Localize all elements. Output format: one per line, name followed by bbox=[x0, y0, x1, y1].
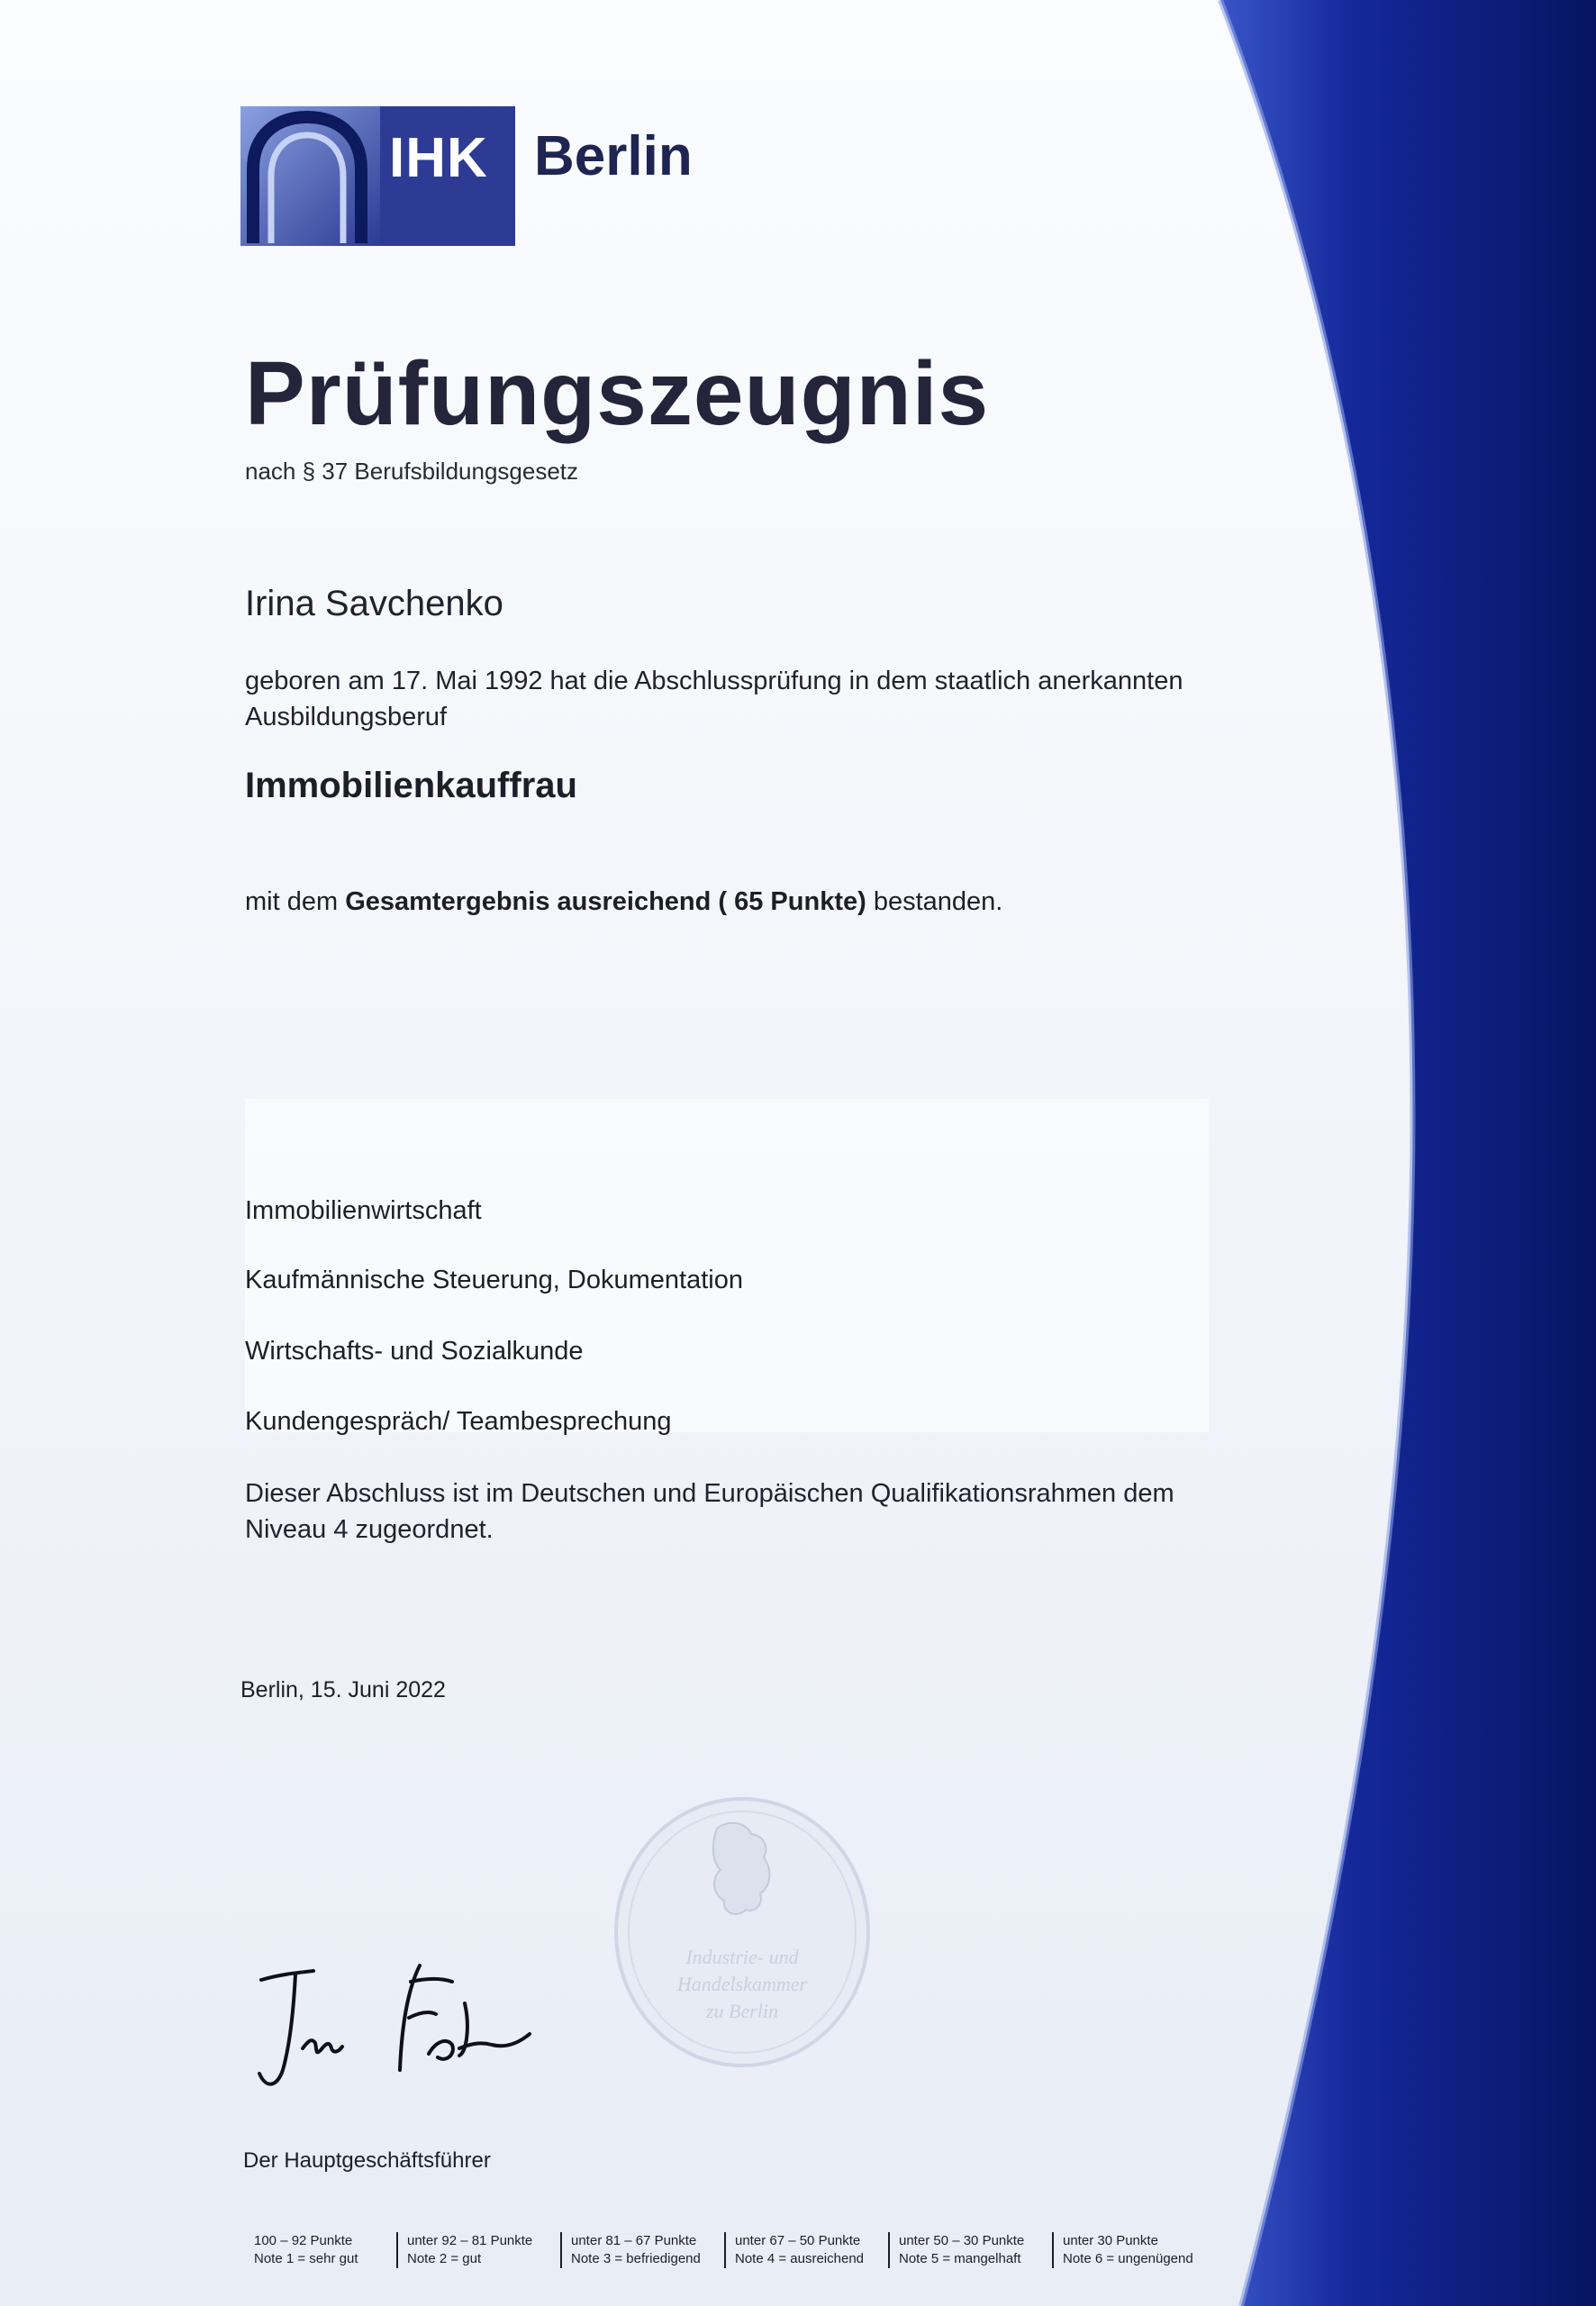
qualification-statement bbox=[245, 1475, 1174, 1548]
ihk-logo bbox=[240, 106, 515, 246]
scale-range: unter 67 – 50 Punkte bbox=[735, 2233, 861, 2248]
signer-title: Der Hauptgeschäftsführer bbox=[243, 2148, 491, 2173]
place-date: Berlin, 15. Juni 2022 bbox=[240, 1677, 446, 1702]
grading-scale-item bbox=[560, 2232, 701, 2268]
grading-scale-item bbox=[1052, 2232, 1193, 2268]
result-statement bbox=[245, 887, 1002, 917]
subject-item: Wirtschafts- und Sozialkunde bbox=[245, 1337, 584, 1366]
logo-ihk-text: IHK bbox=[389, 127, 488, 189]
document-title: Prüfungszeugnis bbox=[245, 343, 990, 444]
intro-line-2: Ausbildungsberuf bbox=[245, 703, 448, 731]
seal-text-line-2: Handelskammer bbox=[676, 1973, 808, 1995]
profession-title: Immobilienkauffrau bbox=[245, 766, 577, 805]
intro-line-1: geboren am 17. Mai 1992 hat die Abschlussprüfung in dem staatlich anerkannten bbox=[245, 667, 1183, 695]
ihk-arch-icon bbox=[240, 106, 380, 246]
seal-text-line-1: Industrie- und bbox=[685, 1946, 799, 1968]
scale-grade: Note 4 = ausreichend bbox=[735, 2251, 865, 2266]
seal-text-line-3: zu Berlin bbox=[705, 2000, 779, 2022]
result-label: Gesamtergebnis ausreichend ( 65 Punkte) bbox=[345, 887, 866, 916]
qualification-line-1: Dieser Abschluss ist im Deutschen und Europäischen Qualifikationsrahmen dem bbox=[245, 1479, 1174, 1508]
scale-range: unter 81 – 67 Punkte bbox=[571, 2233, 697, 2248]
recipient-name: Irina Savchenko bbox=[245, 584, 503, 623]
scale-range: 100 – 92 Punkte bbox=[254, 2233, 353, 2248]
grading-scale-item bbox=[888, 2232, 1024, 2268]
subject-item: Kundengespräch/ Teambesprechung bbox=[245, 1407, 672, 1436]
grading-scale-item bbox=[396, 2232, 532, 2268]
scale-grade: Note 6 = ungenügend bbox=[1063, 2251, 1193, 2266]
handwritten-signature bbox=[243, 1955, 567, 2108]
scale-range: unter 50 – 30 Punkte bbox=[899, 2233, 1025, 2248]
result-prefix: mit dem bbox=[245, 887, 346, 916]
result-suffix: bestanden. bbox=[866, 887, 1003, 916]
scale-grade: Note 1 = sehr gut bbox=[254, 2251, 358, 2266]
scale-range: unter 92 – 81 Punkte bbox=[407, 2233, 533, 2248]
grading-scale-item bbox=[724, 2232, 864, 2268]
qualification-line-2: Niveau 4 zugeordnet. bbox=[245, 1515, 494, 1544]
grading-scale-item bbox=[245, 2232, 358, 2268]
scale-grade: Note 2 = gut bbox=[407, 2251, 482, 2266]
embossed-seal bbox=[611, 1793, 874, 2072]
document-subtitle: nach § 37 Berufsbildungsgesetz bbox=[245, 458, 579, 485]
scale-grade: Note 3 = befriedigend bbox=[571, 2251, 701, 2266]
scale-range: unter 30 Punkte bbox=[1063, 2233, 1158, 2248]
subject-item: Immobilienwirtschaft bbox=[245, 1196, 482, 1225]
logo-berlin-text: Berlin bbox=[534, 125, 693, 187]
scale-grade: Note 5 = mangelhaft bbox=[899, 2251, 1021, 2266]
intro-paragraph bbox=[245, 663, 1183, 735]
subject-item: Kaufmännische Steuerung, Dokumentation bbox=[245, 1266, 743, 1294]
